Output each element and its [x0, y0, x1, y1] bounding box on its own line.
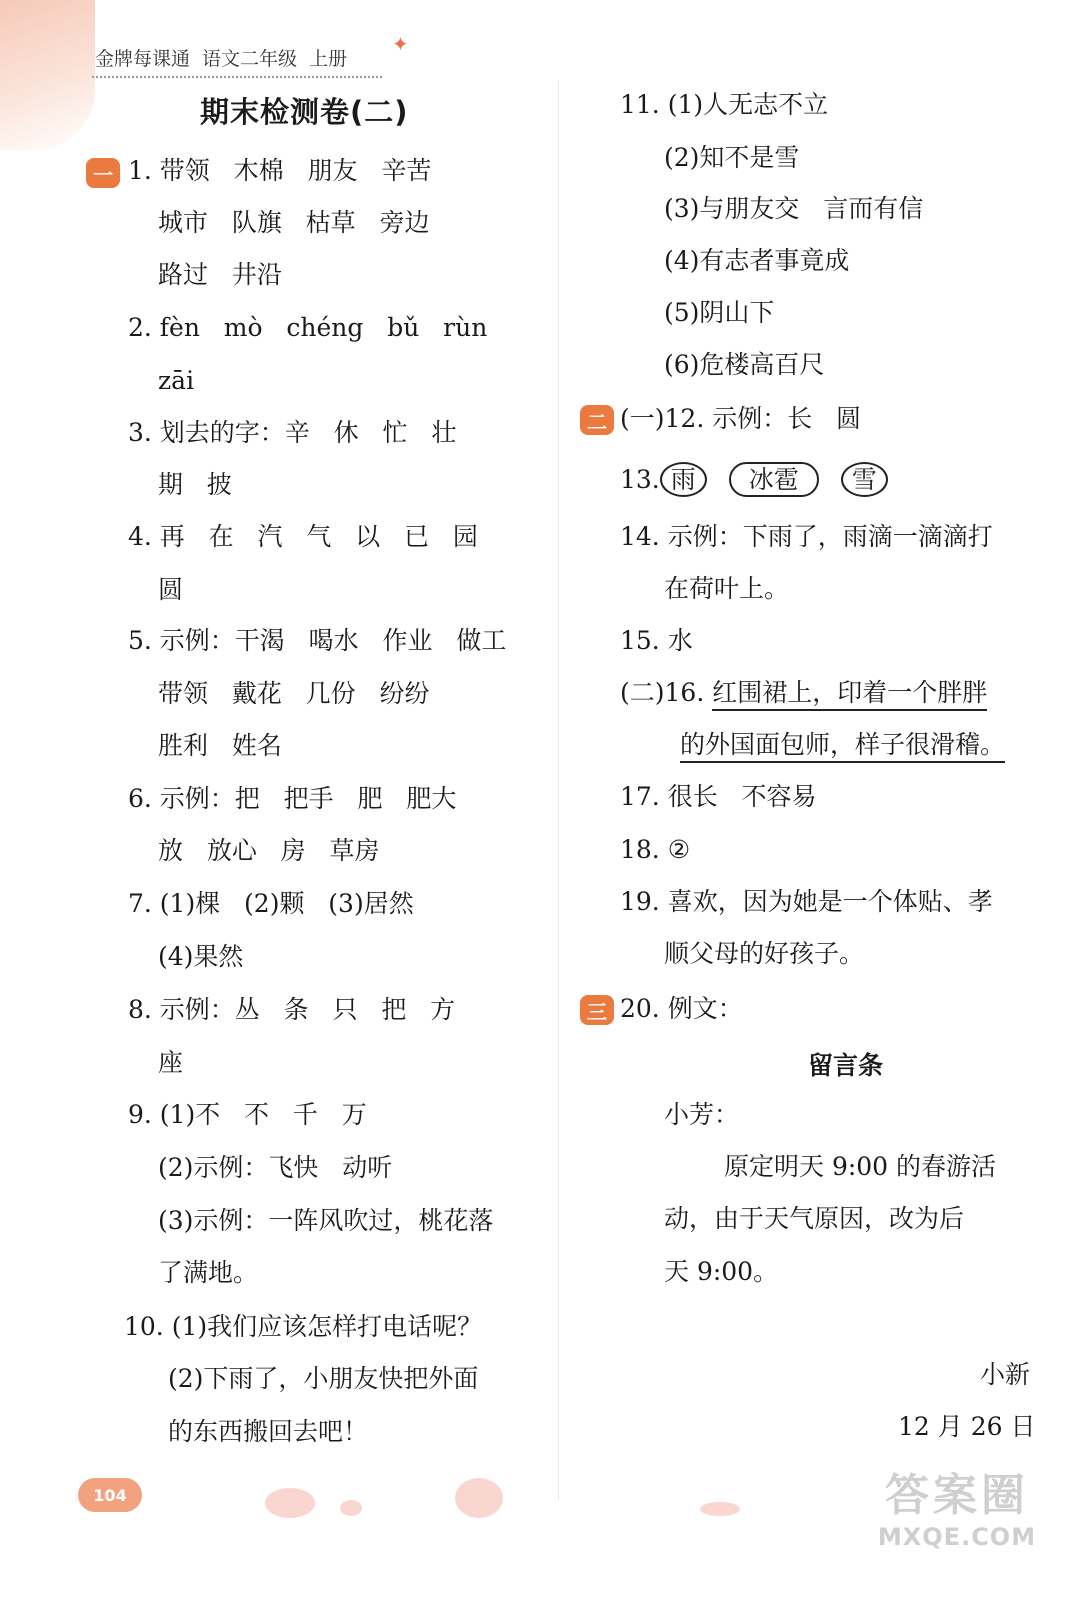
answer-line: (2)知不是雪 [664, 143, 800, 172]
corner-decoration [0, 0, 95, 150]
answer-line: 8. 示例：丛 条 只 把 方 [128, 995, 456, 1024]
watermark-url: MXQE.COM [877, 1522, 1037, 1551]
underlined-sentence: 红围裙上，印着一个胖胖 [712, 678, 987, 711]
answer-line: (5)阴山下 [664, 298, 775, 327]
book-header [95, 44, 347, 71]
answer-line: 2. fèn mò chéng bǔ rùn [128, 313, 488, 342]
underlined-sentence: 的外国面包师，样子很滑稽。 [680, 730, 1005, 763]
answer-line: zāi [158, 366, 195, 395]
answer-line: 18. ② [620, 835, 691, 864]
answer-line: 14. 示例：下雨了，雨滴一滴滴打 [620, 522, 993, 551]
answer-line: 座 [158, 1048, 184, 1077]
footer-decoration [340, 1500, 362, 1516]
answer-line: 6. 示例：把 把手 肥 肥大 [128, 784, 457, 813]
note-signature: 小新 [980, 1360, 1031, 1389]
page-title: 期末检测卷(二) [200, 95, 409, 129]
answer-line: (一)12. 示例：长 圆 [620, 404, 862, 433]
answer-line: 胜利 姓名 [158, 731, 282, 760]
note-body-line: 动，由于天气原因，改为后 [664, 1204, 965, 1233]
book-subject: 语文二年级 [202, 48, 298, 70]
answer-line: 19. 喜欢，因为她是一个体贴、孝 [620, 887, 993, 916]
sparkle-icon: ✦ [392, 32, 409, 56]
note-body-line: 原定明天 9:00 的春游活 [724, 1152, 997, 1181]
answer-line [620, 680, 987, 705]
answer-line: (2)示例：飞快 动听 [158, 1153, 393, 1182]
section-badge-three: 三 [580, 995, 614, 1025]
answer-line: 带领 戴花 几份 纷纷 [158, 679, 430, 708]
note-date: 12 月 26 日 [898, 1412, 1036, 1441]
answer-line: 10. (1)我们应该怎样打电话呢？ [124, 1312, 483, 1341]
answer-line: 期 披 [158, 470, 232, 499]
book-name: 金牌每课通 [95, 48, 191, 70]
answer-line-circled [620, 462, 910, 497]
footer-decoration [265, 1488, 315, 1518]
footer-decoration [700, 1502, 740, 1516]
answer-line: (3)示例：一阵风吹过，桃花落 [158, 1206, 494, 1235]
answer-line: 9. (1)不 不 千 万 [128, 1100, 367, 1129]
book-volume: 上册 [309, 48, 348, 70]
answer-line: (4)果然 [158, 942, 244, 971]
answer-line: 3. 划去的字：辛 休 忙 壮 [128, 418, 457, 447]
question-number: (二)16. [620, 678, 713, 707]
answer-line: 了满地。 [158, 1258, 259, 1287]
answer-line: 路过 井沿 [158, 260, 282, 289]
answer-line: 4. 再 在 汽 气 以 已 园 [128, 522, 478, 551]
section-badge-two: 二 [580, 405, 614, 435]
answer-line: 的东西搬回去吧！ [168, 1417, 369, 1446]
answer-line: 1. 带领 木棉 朋友 辛苦 [128, 156, 432, 185]
answer-line: 圆 [158, 575, 184, 604]
column-divider [558, 80, 559, 1500]
answer-line: (6)危楼高百尺 [664, 350, 825, 379]
circled-word: 冰雹 [729, 462, 819, 497]
answer-line: 顺父母的好孩子。 [664, 939, 865, 968]
answer-line: 11. (1)人无志不立 [620, 90, 829, 119]
note-salutation: 小芳： [664, 1100, 740, 1129]
answer-line: 17. 很长 不容易 [620, 782, 817, 811]
footer-decoration [455, 1478, 503, 1518]
circled-word: 雪 [841, 462, 888, 497]
answer-line: 城市 队旗 枯草 旁边 [158, 208, 430, 237]
watermark-logo [862, 1470, 1052, 1588]
answer-line: (2)下雨了，小朋友快把外面 [168, 1364, 479, 1393]
answer-line: 放 放心 房 草房 [158, 836, 380, 865]
answer-line: 7. (1)棵 (2)颗 (3)居然 [128, 889, 414, 918]
answer-line: 5. 示例：干渴 喝水 作业 做工 [128, 626, 507, 655]
answer-line: (4)有志者事竟成 [664, 246, 850, 275]
note-title: 留言条 [808, 1051, 884, 1080]
watermark-text: 答案圈 [885, 1470, 1029, 1521]
page-number: 104 [78, 1478, 142, 1512]
note-body-line: 天 9:00。 [664, 1257, 779, 1286]
answer-line: (3)与朋友交 言而有信 [664, 194, 924, 223]
circled-word: 雨 [660, 462, 707, 497]
section-badge-one: 一 [86, 158, 120, 188]
answer-line [680, 732, 1005, 757]
question-number: 13. [620, 465, 660, 494]
answer-line: 15. 水 [620, 626, 693, 655]
header-divider [92, 76, 382, 78]
answer-line: 在荷叶上。 [664, 574, 790, 603]
answer-line: 20. 例文： [620, 994, 743, 1023]
